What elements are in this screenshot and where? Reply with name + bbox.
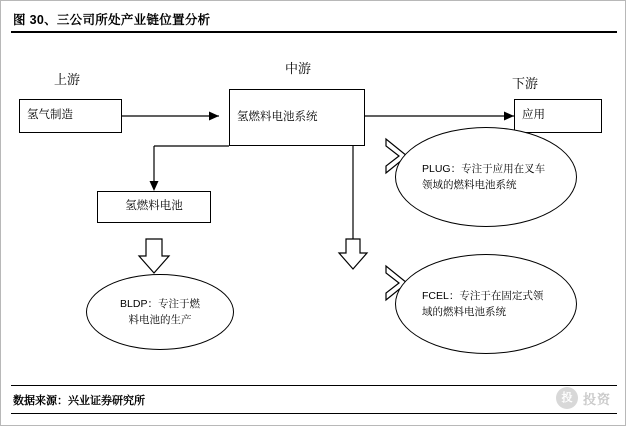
page-title: 图 30、三公司所处产业链位置分析 — [13, 13, 211, 27]
box-hydrogen-production: 氢气制造 — [19, 99, 122, 133]
stage-label-downstream: 下游 — [512, 76, 539, 91]
stage-label-midstream: 中游 — [285, 61, 312, 76]
stage-label-upstream: 上游 — [54, 72, 81, 87]
callout-bldp: BLDP：专注于燃料电池的生产 — [86, 274, 234, 350]
box-fuel-cell-system: 氢燃料电池系统 — [229, 89, 365, 146]
callout-plug: PLUG：专注于应用在叉车领域的燃料电池系统 — [395, 127, 577, 227]
source-note: 数据来源：兴业证券研究所 — [13, 395, 145, 407]
box-application: 应用 — [514, 99, 602, 133]
footer-rule-bottom — [11, 413, 617, 414]
box-hydrogen-fuel-cell: 氢燃料电池 — [97, 191, 211, 223]
footer-rule-top — [11, 385, 617, 386]
watermark — [556, 387, 611, 409]
watermark-label: 投资 — [582, 391, 611, 407]
watermark-logo-icon: 投 — [556, 387, 578, 409]
callout-fcel: FCEL：专注于在固定式领域的燃料电池系统 — [395, 254, 577, 354]
